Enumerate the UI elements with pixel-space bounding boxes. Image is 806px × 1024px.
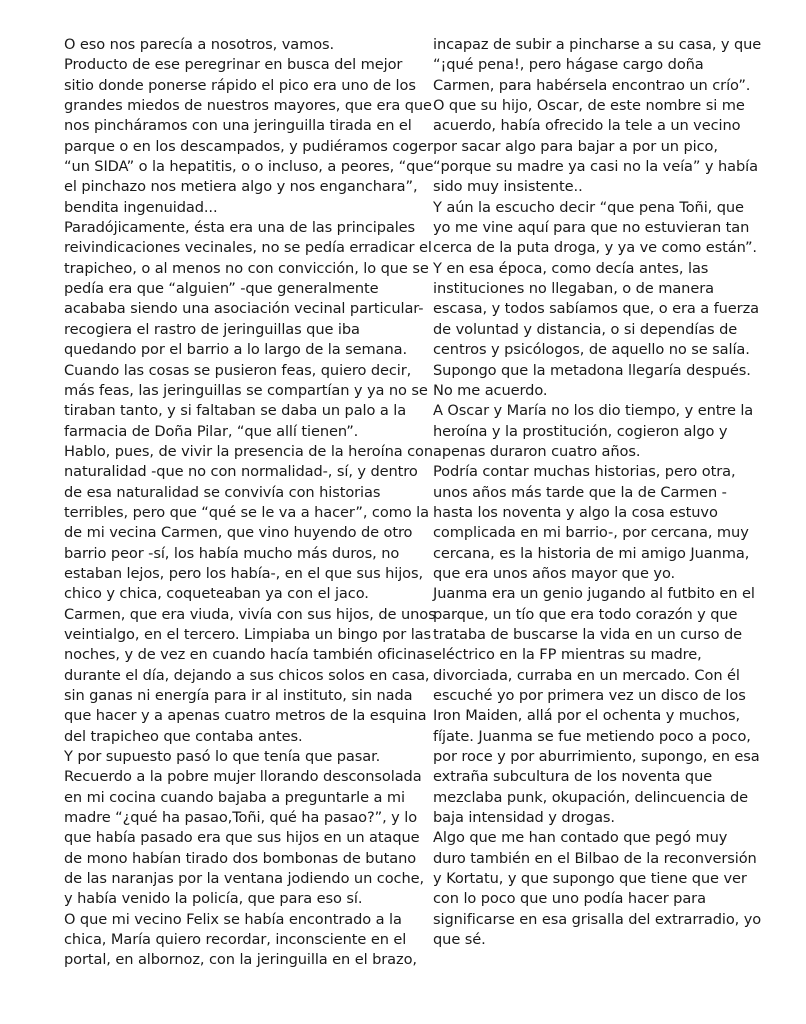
right-text-column [433, 35, 763, 950]
paragraph: Podría contar muchas historias, pero otra, unos años más tarde que la de Carmen -hasta los noventa y algo la cosa estuvo complicada en mi barrio-, por cercana, muy cercana, es la historia de mi amigo Juanma, que era unos años mayor que yo. [433, 463, 750, 582]
paragraph: Hablo, pues, de vivir la presencia de la heroína con naturalidad -que no con normalidad-, sí, y dentro de esa naturalidad se convivía con historias terribles, pero que “qué se le va a hacer”, como la de mi vecina Carmen, que vino huyendo de otro barrio peor -sí, los había mucho más duros, no estaban lejos, pero los había-, en el que sus hijos, chico y chica, coqueteaban ya con el jaco. [64, 442, 434, 603]
paragraph: Recuerdo a la pobre mujer llorando desconsolada en mi cocina cuando bajaba a preguntarle a mi madre “¿qué ha pasao,Toñi, qué ha pasao?”, y lo que había pasado era que sus hijos en un ataque de mono habían tirado dos bombonas de butano de las naranjas por la ventana jodiendo un coche, y había venido la policía, que para eso sí. [64, 768, 425, 908]
paragraph: Algo que me han contado que pegó muy duro también en el Bilbao de la reconversión y Kortatu, y que supongo que tiene que ver con lo poco que uno podía hacer para significarse en esa grisalla del extrarradio, yo que sé. [433, 829, 762, 949]
paragraph: O eso nos parecía a nosotros, vamos. [64, 36, 335, 53]
left-text-column [64, 35, 436, 971]
paragraph: Paradójicamente, ésta era una de las principales reivindicaciones vecinales, no se pedía erradicar el trapicheo, o al menos no con convicción, lo que se pedía era que “alguien” -que generalmente acababa siendo una asociación vecinal particular- recogiera el rastro de jeringuillas que iba quedando por el barrio a lo largo de la semana. Cuando las cosas se pusieron feas, quiero decir, más feas, las jeringuillas se compartían y ya no se tiraban tanto, y si faltaban se daba un palo a la farmacia de Doña Pilar, “que allí tienen”. [64, 219, 432, 440]
paragraph: Y aún la escucho decir “que pena Toñi, que yo me vine aquí para que no estuvieran tan cerca de la puta droga, y ya ve como están”. [433, 198, 757, 257]
paragraph: O que mi vecino Felix se había encontrado a la chica, María quiero recordar, inconsciente en el portal, en albornoz, con la jeringuilla en el brazo, [64, 910, 417, 969]
paragraph: Carmen, que era viuda, vivía con sus hijos, de unos veintialgo, en el tercero. Limpiaba un bingo por las noches, y de vez en cuando hacía también oficinas durante el día, dejando a sus chicos solos en casa, sin ganas ni energía para ir al instituto, sin nada que hacer y a apenas cuatro metros de la esquina del trapicheo que contaba antes. [64, 605, 436, 745]
paragraph: Y por supuesto pasó lo que tenía que pasar. [64, 748, 381, 766]
paragraph: A Oscar y María no los dio tiempo, y entre la heroína y la prostitución, cogieron algo y apenas duraron cuatro años. [433, 402, 754, 460]
paragraph: Producto de ese peregrinar en busca del mejor sitio donde ponerse rápido el pico era uno de los grandes miedos de nuestros mayores, que era que nos pincháramos con una jeringuilla tirada en el parque o en los descampados, y pudiéramos coger “un SIDA” o la hepatitis, o o incluso, a peores, “que el pinchazo nos metiera algo y nos enganchara”, bendita ingenuidad... [64, 56, 434, 216]
paragraph: O que su hijo, Oscar, de este nombre si me acuerdo, había ofrecido la tele a un vecino por sacar algo para bajar a por un pico, “porque su madre ya casi no la veía” y había sido muy insistente.. [433, 97, 758, 196]
paragraph: incapaz de subir a pincharse a su casa, y que “¡qué pena!, pero hágase cargo doña Carmen, para habérsela encontrao un crío”. [433, 36, 762, 94]
paragraph: Juanma era un genio jugando al futbito en el parque, un tío que era todo corazón y que trataba de buscarse la vida en un curso de eléctrico en la FP mientras su madre, divorciada, curraba en un mercado. Con él escuché yo por primera vez un disco de los Iron Maiden, allá por el ochenta y muchos, fíjate. Juanma se fue metiendo poco a poco, por roce y por aburrimiento, supongo, en esa extraña subcultura de los noventa que mezclaba punk, okupación, delincuencia de baja intensidad y drogas. [433, 585, 760, 827]
paragraph: Y en esa época, como decía antes, las instituciones no llegaban, o de manera escasa, y todos sabíamos que, o era a fuerza de voluntad y distancia, o si dependías de centros y psicólogos, de aquello no se salía. Supongo que la metadona llegaría después. No me acuerdo. [433, 259, 759, 399]
